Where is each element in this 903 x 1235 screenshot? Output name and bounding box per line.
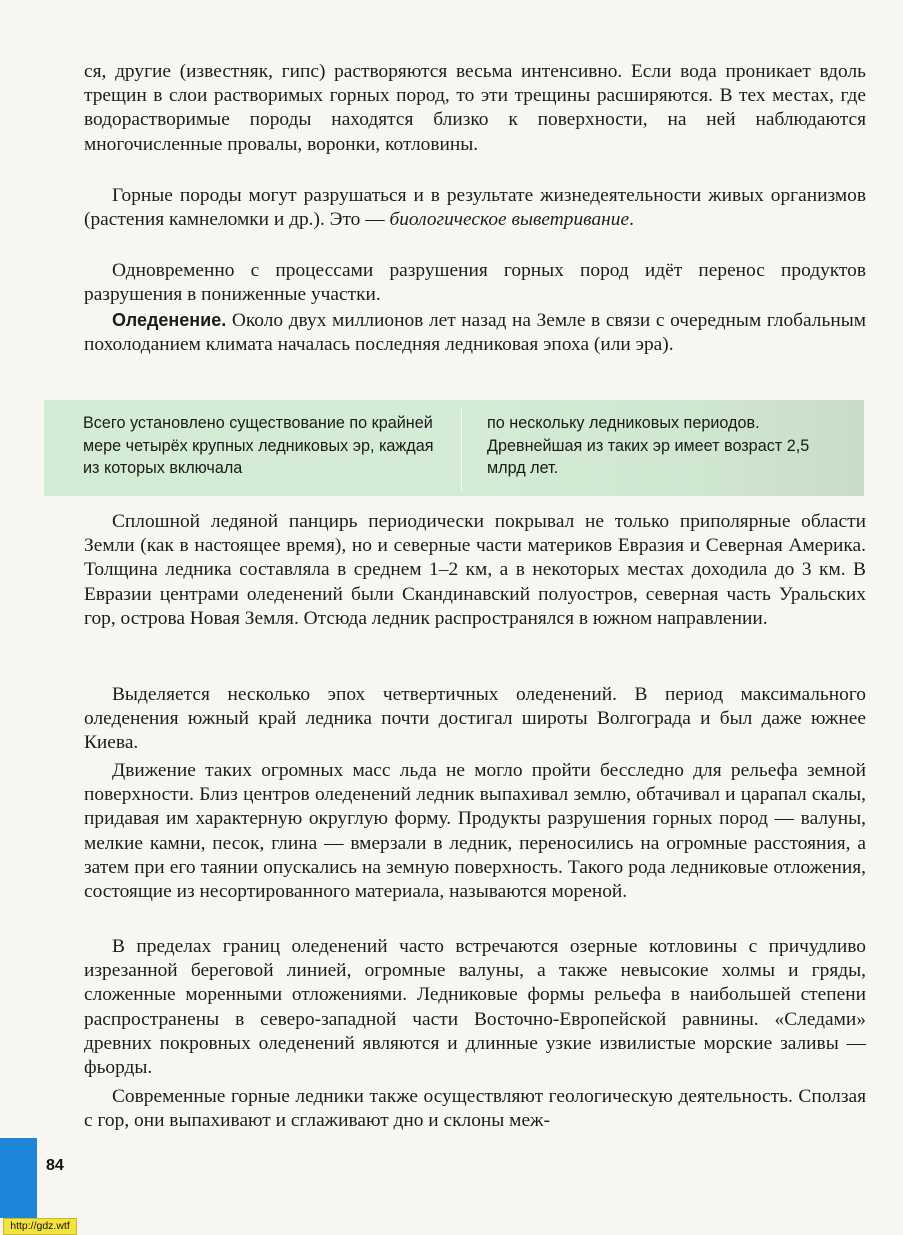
paragraph-glacial-landforms: В пределах границ оледенений часто встречаются озерные котловины с причудливо изрезанной береговой линией, огромные валуны, а также невысокие холмы и гряды, сложенные моренными отложениями. Ледниковые формы рельефа в наибольшей степени распространены в северо-западной части Восточно-Европейской равнины. «Следами» древних покровных оледенений являются и длинные узкие извилистые морские заливы — фьорды. [84, 936, 866, 1079]
paragraph-ice-movement: Движение таких огромных масс льда не могло пройти бесследно для рельефа земной поверхности. Близ центров оледенений ледник выпахивал землю, обтачивал и царапал скалы, придавая им характерную округлую форму. Продукты разрушения горных пород — валуны, мелкие камни, песок, глина — вмерзали в ледник, переносились на огромные расстояния, а затем при его таянии опускались на земную поверхность. Такого рода ледниковые отложения, состоящие из несортированного материала, называются мореной. [84, 760, 866, 903]
paragraph-biological-end: . [629, 209, 634, 231]
paragraph-mountain-glaciers: Современные горные ледники также осуществляют геологическую деятельность. Сползая с гор, они выпахивают и сглаживают дно и склоны меж- [84, 1086, 866, 1132]
note-left-column: Всего установлено существование по крайней мере четырёх крупных ледниковых эр, каждая из которых включала [83, 414, 434, 477]
paragraph-transport: Одновременно с процессами разрушения горных пород идёт перенос продуктов разрушения в пониженные участки. [84, 260, 866, 306]
paragraph-ice-sheet: Сплошной ледяной панцирь периодически покрывал не только приполярные области Земли (как в настоящее время), но и северные части материков Евразия и Северная Америка. Толщина ледника составляла в среднем 1–2 км, а в некоторых местах доходила до 3 км. В Евразии центрами оледенений были Скандинавский полуостров, северная часть Уральских гор, острова Новая Земля. Отсюда ледник распространялся в южном направлении. [84, 511, 866, 629]
paragraph-glaciation [84, 308, 866, 357]
note-right-column: по нескольку ледниковых периодов. Древнейшая из таких эр имеет возраст 2,5 млрд лет. [487, 414, 810, 477]
note-divider [461, 408, 462, 490]
paragraph-karst: ся, другие (известняк, гипс) растворяются весьма интенсивно. Если вода проникает вдоль трещин в слои растворимых горных пород, то эти трещины расширяются. В тех местах, где водорастворимые породы находятся близко к поверхности, на ней наблюдаются многочисленные провалы, воронки, котловины. [84, 61, 866, 155]
paragraph-biological-weathering [84, 184, 866, 232]
page-number: 84 [46, 1157, 64, 1174]
side-tab-marker [0, 1138, 37, 1218]
paragraph-glaciation-text: Около двух миллионов лет назад на Земле в связи с очередным глобальным похолоданием климата началась последняя ледниковая эпоха (или эра). [84, 310, 866, 356]
term-glaciation: Оледенение. [112, 310, 227, 330]
source-link[interactable]: http://gdz.wtf [3, 1218, 77, 1235]
paragraph-quaternary: Выделяется несколько эпох четвертичных оледенений. В период максимального оледенения южный край ледника почти достигал широты Волгограда и был даже южнее Киева. [84, 684, 866, 754]
paragraph-biological-text: Горные породы могут разрушаться и в результате жизнедеятельности живых организмов (растения камнеломки и др.). Это — [84, 185, 866, 231]
term-biological-weathering: биологическое выветривание [389, 209, 630, 231]
